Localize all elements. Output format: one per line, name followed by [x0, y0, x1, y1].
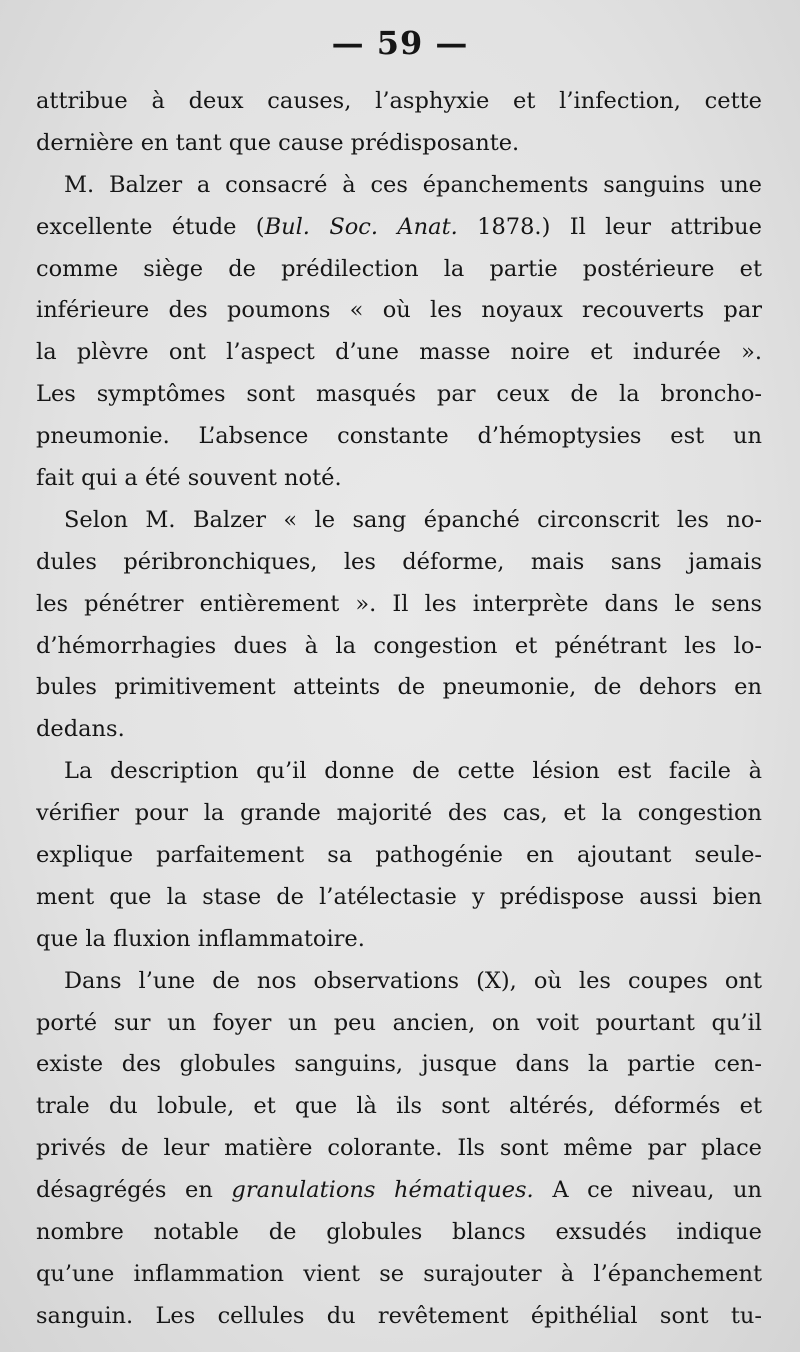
text-line: que la fluxion inflammatoire. [36, 925, 365, 952]
text-line: La description qu’il donne de cette lésion est facile à [64, 758, 762, 785]
text-line: Dans l’une de nos observations (X), où les coupes ont [64, 967, 762, 994]
text-line: dernière en tant que cause prédisposante. [36, 129, 520, 156]
text-line: dedans. [36, 716, 125, 743]
paragraph [36, 165, 762, 500]
text-line: la plèvre ont l’aspect d’une masse noire et indurée ». [36, 339, 762, 366]
text-line: porté sur un foyer un peu ancien, on voit pourtant qu’il [36, 1009, 762, 1036]
text-line: dules péribronchiques, les déforme, mais sans jamais [36, 548, 762, 575]
paragraph [36, 81, 762, 165]
text-line: trale du lobule, et que là ils sont altérés, déformés et [36, 1093, 762, 1120]
text-line: ment que la stase de l’atélectasie y prédispose aussi bien [36, 883, 762, 910]
body-text [36, 81, 762, 1338]
text-line: attribue à deux causes, l’asphyxie et l’infection, cette [36, 88, 762, 114]
text-line: inférieure des poumons « où les noyaux recouverts par [36, 297, 762, 324]
text-line: Les symptômes sont masqués par ceux de la broncho- [36, 381, 762, 408]
paragraph [36, 500, 762, 751]
text-line: existe des globules sanguins, jusque dans la partie cen- [36, 1051, 762, 1078]
text-line: privés de leur matière colorante. Ils sont même par place [36, 1135, 762, 1162]
text-line: nombre notable de globules blancs exsudés indique [36, 1219, 762, 1246]
paragraph [36, 961, 762, 1338]
text-line: M. Balzer a consacré à ces épanchements sanguins une [64, 171, 762, 198]
text-line: excellente étude (Bul. Soc. Anat. 1878.) Il leur attribue [36, 213, 762, 240]
text-line: vérifier pour la grande majorité des cas, et la congestion [36, 800, 762, 827]
text-line: qu’une inflammation vient se surajouter à l’épanchement [36, 1260, 762, 1287]
text-line: les pénétrer entièrement ». Il les interprète dans le sens [36, 590, 762, 617]
text-line: explique parfaitement sa pathogénie en ajoutant seule- [36, 842, 762, 869]
text-line: comme siège de prédilection la partie postérieure et [36, 255, 762, 282]
paragraph [36, 751, 762, 960]
text-line: sanguin. Les cellules du revêtement épithélial sont tu- [36, 1302, 762, 1329]
text-line: pneumonie. L’absence constante d’hémoptysies est un [36, 423, 762, 450]
page-number: — 59 — [331, 24, 469, 62]
text-line: désagrégés en granulations hématiques. A ce niveau, un [36, 1177, 762, 1204]
text-line: d’hémorrhagies dues à la congestion et pénétrant les lo- [36, 632, 762, 659]
text-line: Selon M. Balzer « le sang épanché circonscrit les no- [64, 506, 762, 533]
text-line: fait qui a été souvent noté. [36, 465, 342, 492]
text-line: bules primitivement atteints de pneumonie, de dehors en [36, 674, 762, 701]
